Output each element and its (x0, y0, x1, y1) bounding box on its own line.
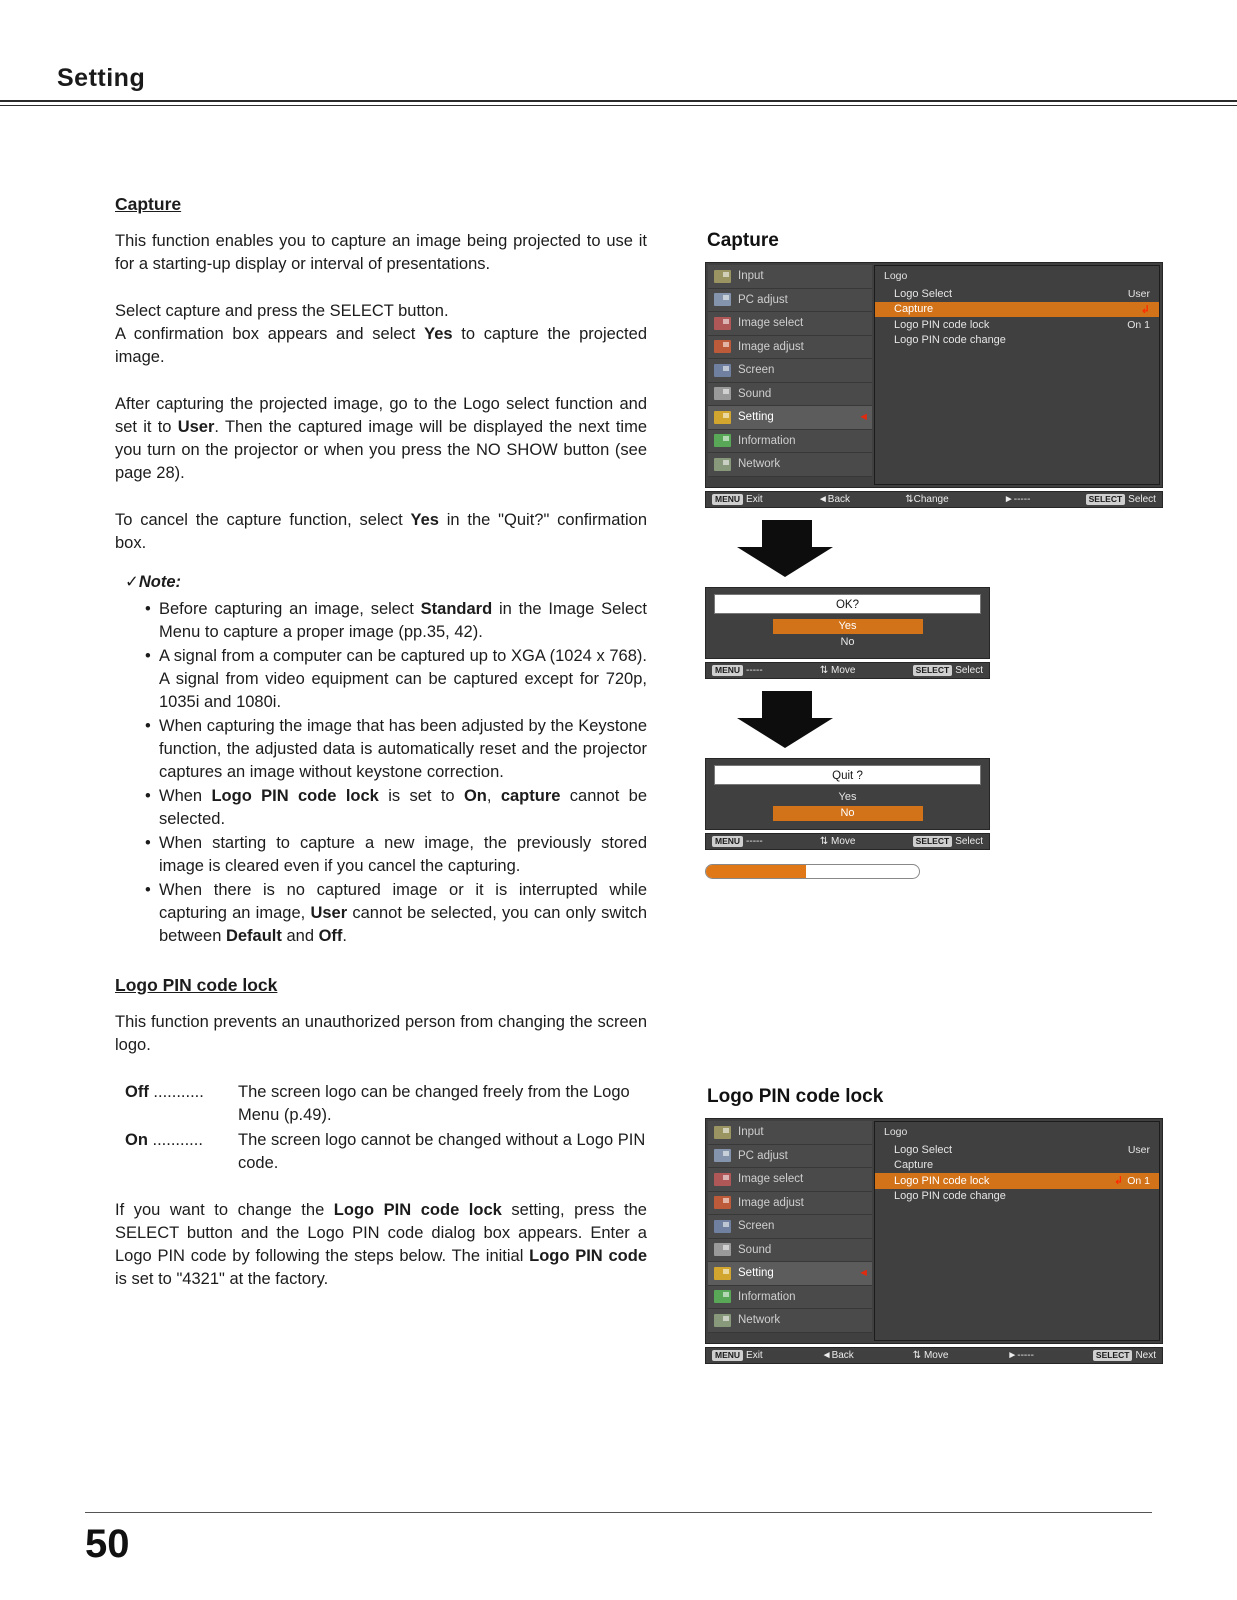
selection-pointer-icon: ◄ (858, 411, 869, 423)
sidebar-item-image-adjust: Image adjust (708, 336, 872, 360)
osd-capture-menu (705, 262, 1163, 508)
image-adjust-icon (714, 1196, 731, 1209)
footer-back: ◄Back (821, 1350, 854, 1361)
pin-options-list (125, 1081, 647, 1175)
text-segment: Select capture and press the SELECT button. (115, 302, 449, 320)
footer-dashes: ►----- (1007, 1350, 1034, 1361)
off-option-row (125, 1081, 647, 1127)
check-icon: ✓ (125, 573, 139, 591)
dialog-title: OK? (714, 594, 981, 614)
note-item (145, 645, 647, 714)
footer-select: SELECT Select (913, 836, 983, 847)
pinlock-intro-paragraph (115, 1011, 647, 1057)
osd-ok-dialog (705, 587, 990, 679)
footer-move: ⇅ Move (819, 836, 856, 847)
leader-dots: ........... (148, 1083, 204, 1101)
screen-icon (714, 1220, 731, 1233)
osd-footer-bar (705, 1347, 1163, 1364)
osd-footer-bar (705, 662, 990, 679)
menu-row-capture-selected: Capture ↲ (875, 302, 1159, 318)
panel-title: Logo (884, 270, 908, 282)
selection-pointer-icon: ◄ (858, 1267, 869, 1279)
dialog-option-no: No (773, 806, 923, 821)
note-item (145, 879, 647, 948)
network-icon (714, 458, 731, 471)
sidebar-item-image-adjust: Image adjust (708, 1192, 872, 1216)
text-segment: If you want to change the (115, 1201, 334, 1219)
sidebar-item-setting: Setting ◄ (708, 406, 872, 430)
flow-arrow-icon (737, 520, 837, 577)
bullet-icon: • (145, 717, 151, 735)
header-rule (0, 100, 1237, 102)
bold-term: Logo PIN code (529, 1247, 647, 1265)
menu-row-logo-select: Logo Select User (894, 287, 1150, 300)
capture-progress-bar (705, 864, 920, 879)
dialog-option-yes: Yes (773, 619, 923, 634)
text-segment: When starting to capture a new image, the previously stored image is cleared even if you cancel the capturing. (159, 834, 647, 875)
body-text-column (115, 193, 647, 1315)
note-label: Note: (138, 573, 181, 591)
capture-intro-paragraph (115, 230, 647, 276)
text-segment: and (281, 927, 319, 945)
text-segment: After capturing the projected image, go to the Logo select function and set it to (115, 395, 647, 436)
osd-footer-bar (705, 491, 1163, 508)
osd-logo-panel (874, 1121, 1160, 1341)
flow-arrow-icon (737, 691, 837, 748)
image-adjust-icon (714, 340, 731, 353)
image-select-icon (714, 1173, 731, 1186)
bullet-icon: • (145, 600, 151, 618)
dialog-option-no: No (840, 636, 855, 648)
select-key: SELECT (913, 836, 953, 847)
osd-sidebar (706, 1119, 874, 1343)
bullet-icon: • (145, 834, 151, 852)
text-segment: to capture the projected image. (115, 325, 647, 366)
capture-figure-caption: Capture (707, 230, 779, 251)
footer-rule (85, 1512, 1152, 1513)
capture-select-paragraph (115, 300, 647, 369)
text-segment: A confirmation box appears and select (115, 325, 425, 343)
bold-term: User (310, 904, 348, 922)
sidebar-item-information: Information (708, 1286, 872, 1310)
text-segment: . (342, 927, 348, 945)
sidebar-item-pc-adjust: PC adjust (708, 289, 872, 313)
capture-after-paragraph (115, 393, 647, 485)
sidebar-item-input: Input (708, 1121, 872, 1145)
enter-mark-icon: ↲ (1140, 303, 1150, 316)
sidebar-item-screen: Screen (708, 1215, 872, 1239)
sidebar-item-pc-adjust: PC adjust (708, 1145, 872, 1169)
footer-change: ⇅Change (905, 494, 949, 505)
bullet-icon: • (145, 881, 151, 899)
menu-key: MENU (712, 1350, 743, 1361)
footer-move: ⇅ Move (912, 1350, 949, 1361)
text-segment: Before capturing an image, select (159, 600, 421, 618)
footer-menu: MENU ----- (712, 836, 763, 847)
menu-row-logo-select: Logo Select User (894, 1143, 1150, 1156)
osd-footer-bar (705, 833, 990, 850)
capture-progress-fill (706, 865, 806, 878)
text-segment: To cancel the capture function, select (115, 511, 411, 529)
capture-figures (705, 230, 1163, 879)
sidebar-item-information: Information (708, 430, 872, 454)
sidebar-item-sound: Sound (708, 383, 872, 407)
pc-adjust-icon (714, 293, 731, 306)
screen-icon (714, 364, 731, 377)
network-icon (714, 1314, 731, 1327)
footer-menu-exit: MENU Exit (712, 1350, 763, 1361)
off-definition: The screen logo can be changed freely from the Logo Menu (p.49). (238, 1083, 630, 1124)
osd-logo-panel (874, 265, 1160, 485)
footer-back: ◄Back (817, 494, 851, 505)
sidebar-item-network: Network (708, 453, 872, 477)
bold-term: Yes (424, 325, 453, 343)
header-rule-thin (0, 105, 1237, 106)
footer-menu: MENU ----- (712, 665, 763, 676)
capture-cancel-paragraph (115, 509, 647, 555)
text-segment: This function enables you to capture an image being projected to use it for a starting-up display or interval of presentations. (115, 232, 647, 273)
select-key: SELECT (1086, 494, 1126, 505)
bold-term: Logo PIN code lock (333, 1201, 502, 1219)
on-option-row (125, 1129, 647, 1175)
enter-mark-icon: ↲ (1114, 1175, 1124, 1188)
menu-key: MENU (712, 836, 743, 847)
note-item (145, 832, 647, 878)
bold-term: On (125, 1131, 148, 1149)
information-icon (714, 434, 731, 447)
pinlock-figure-caption: Logo PIN code lock (707, 1086, 884, 1107)
note-list (145, 598, 647, 948)
note-item (145, 715, 647, 784)
bullet-icon: • (145, 647, 151, 665)
text-segment: When capturing the image that has been adjusted by the Keystone function, the adjusted data is automatically reset and the projector captures an image without keystone correction. (159, 717, 647, 781)
footer-dashes: ►----- (1003, 494, 1031, 505)
footer-next: SELECT Next (1093, 1350, 1156, 1361)
select-key: SELECT (913, 665, 953, 676)
menu-row-pin-lock: Logo PIN code lock On 1 (894, 318, 1150, 331)
information-icon (714, 1290, 731, 1303)
text-segment: setting, press the SELECT button and the Logo PIN code dialog box appears. Enter a Logo PIN code by following the steps below. The initial (115, 1201, 647, 1265)
text-segment: When there is no captured image or it is interrupted while capturing an image, (159, 881, 647, 922)
text-segment: in the "Quit?" confirmation box. (115, 511, 648, 552)
bold-term: Off (318, 927, 343, 945)
osd-sidebar (706, 263, 874, 487)
section-title: Setting (57, 64, 146, 92)
text-segment: in the Image Select Menu to capture a proper image (pp.35, 42). (159, 600, 647, 641)
menu-row-pin-change: Logo PIN code change (894, 1190, 1006, 1203)
note-item (145, 598, 647, 644)
sidebar-item-screen: Screen (708, 359, 872, 383)
sidebar-item-image-select: Image select (708, 312, 872, 336)
bold-term: On (463, 787, 487, 805)
select-key: SELECT (1093, 1350, 1133, 1361)
sidebar-item-network: Network (708, 1309, 872, 1333)
note-heading (125, 571, 647, 594)
menu-key: MENU (712, 665, 743, 676)
note-item (145, 785, 647, 831)
on-term (125, 1129, 238, 1175)
text-segment: . Then the captured image will be displayed the next time you turn on the projector or when you press the NO SHOW button (see page 28). (115, 418, 647, 482)
footer-menu-exit: MENU Exit (712, 494, 763, 505)
bold-term: Default (225, 927, 282, 945)
pinlock-change-paragraph (115, 1199, 647, 1291)
osd-pinlock-menu (705, 1118, 1163, 1364)
text-segment: is set to "4321" at the factory. (115, 1270, 329, 1288)
leader-dots: ........... (147, 1131, 203, 1149)
bold-term: Yes (410, 511, 439, 529)
bullet-icon: • (145, 787, 151, 805)
pc-adjust-icon (714, 1149, 731, 1162)
text-segment: When (159, 787, 212, 805)
menu-key: MENU (712, 494, 743, 505)
sound-icon (714, 1243, 731, 1256)
sidebar-item-image-select: Image select (708, 1168, 872, 1192)
text-segment: cannot be selected, you can only switch between (159, 904, 648, 945)
footer-move: ⇅ Move (819, 665, 856, 676)
input-icon (714, 270, 731, 283)
footer-select: SELECT Select (1086, 494, 1156, 505)
capture-heading: Capture (115, 194, 182, 214)
text-segment: , (486, 787, 501, 805)
bold-term: Off (125, 1083, 149, 1101)
setting-icon (714, 1267, 731, 1280)
menu-row-pin-lock-selected: Logo PIN code lock ↲ On 1 (875, 1173, 1159, 1189)
text-segment: is set to (378, 787, 464, 805)
dialog-title: Quit ? (714, 765, 981, 785)
bold-term: Logo PIN code lock (211, 787, 379, 805)
sidebar-item-input: Input (708, 265, 872, 289)
pinlock-heading: Logo PIN code lock (115, 975, 278, 995)
on-definition: The screen logo cannot be changed without a Logo PIN code. (238, 1131, 646, 1172)
sidebar-item-setting: Setting ◄ (708, 1262, 872, 1286)
off-term (125, 1081, 238, 1127)
sidebar-item-sound: Sound (708, 1239, 872, 1263)
menu-row-capture: Capture (894, 1159, 934, 1172)
sound-icon (714, 387, 731, 400)
footer-select: SELECT Select (913, 665, 983, 676)
osd-quit-dialog (705, 758, 990, 850)
bold-term: Standard (420, 600, 493, 618)
text-segment: A signal from a computer can be captured up to XGA (1024 x 768). A signal from video equipment can be captured except for 720p, 1035i and 1080i. (159, 647, 647, 711)
panel-title: Logo (884, 1126, 908, 1138)
image-select-icon (714, 317, 731, 330)
bold-term: capture (500, 787, 561, 805)
pinlock-figures (705, 1086, 1163, 1364)
text-segment: cannot be selected. (159, 787, 648, 828)
input-icon (714, 1126, 731, 1139)
menu-row-pin-change: Logo PIN code change (894, 334, 1006, 347)
setting-icon (714, 411, 731, 424)
page-number: 50 (85, 1522, 130, 1566)
bold-term: User (177, 418, 215, 436)
dialog-option-yes: Yes (838, 791, 857, 803)
text-segment: This function prevents an unauthorized person from changing the screen logo. (115, 1013, 647, 1054)
